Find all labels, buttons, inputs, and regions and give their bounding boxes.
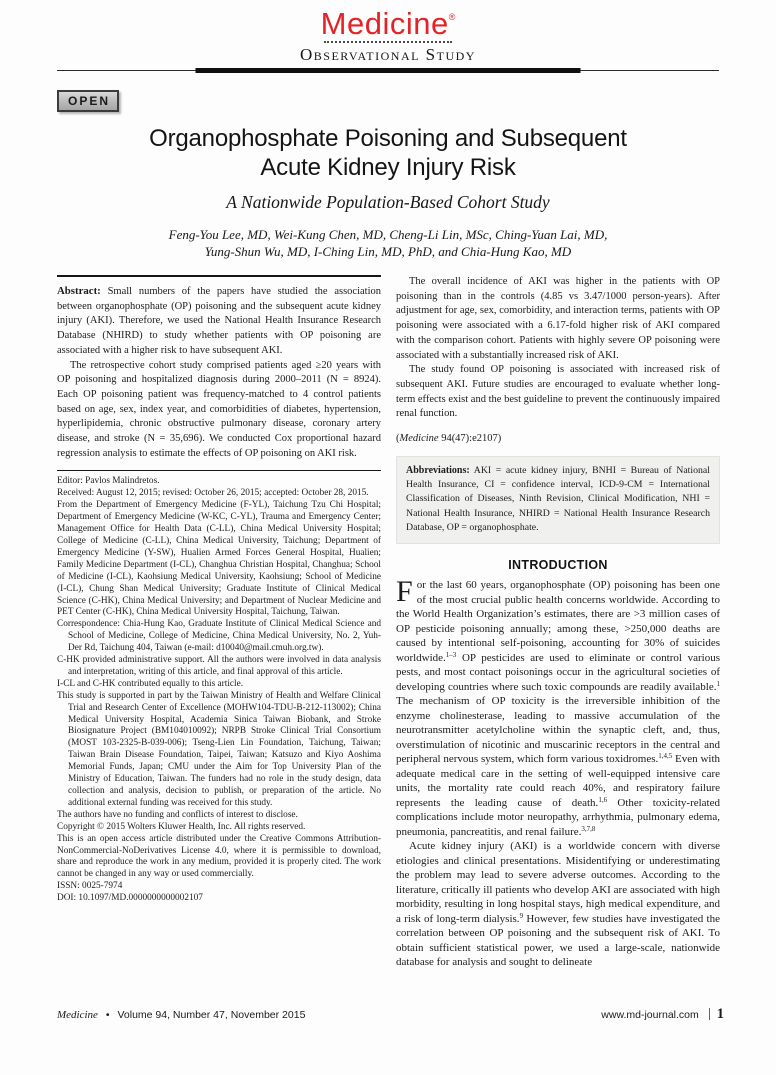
- drop-cap: F: [396, 575, 413, 609]
- footer-url[interactable]: www.md-journal.com: [601, 1009, 699, 1021]
- article-citation: [396, 433, 720, 444]
- citation-rest: 94(47):e2107): [438, 433, 502, 445]
- footer-bullet: •: [105, 1009, 110, 1021]
- registered-trademark-icon: ®: [448, 12, 456, 22]
- right-column: [396, 275, 720, 970]
- footnote-issn: ISSN: 0025-7974: [57, 881, 123, 892]
- left-column: [57, 275, 381, 970]
- intro-paragraph-2: Acute kidney injury (AKI) is a worldwide concern with diverse etiologies and clinical presentations. Misidentifying or underestimating the problem may lead to severe adverse outcomes. According to the literature, critically ill patients who develop AKI are associated with high morbidity, resulting in long hospital stays, high medical expenditure, and a risk of long-term dialysis.$^9$ However, few studies have investigated the correlation between OP poisoning and the subsequent risk of AKI. To obtain sufficient statistical power, we used a large-scale, nationwide database for analysis and sought to delineate: [396, 840, 720, 969]
- abstract-paragraph-2: The retrospective cohort study comprised patients aged ≥20 years with OP poisoning and hospitalized diagnosis during 2000–2011 (N = 8924). Each OP poisoning patient was frequency-matched to 4 control patients based on age, sex, index year, and comorbidities of diabetes, hypertension, hyperlipidemia, chronic obstructive pulmonary disease, coronary artery disease, and stroke (N = 35,696). We conducted Cox proportional hazard regression analysis to estimate the effects of OP poisoning on AKI risk.: [57, 359, 381, 459]
- journal-logo: Medicine: [320, 6, 449, 41]
- abstract-paragraph-1: [57, 284, 381, 359]
- article-type-label: Observational Study: [300, 45, 476, 64]
- logo-row: [0, 8, 776, 40]
- abstract-label: Abstract:: [57, 285, 101, 297]
- abbreviations-box: [396, 456, 720, 544]
- article-title: [0, 124, 776, 182]
- footer-journal-name: Medicine: [57, 1009, 98, 1021]
- footnote-correspondence: Correspondence: Chia-Hung Kao, Graduate Institute of Clinical Medical Science and School of Medicine, College of Medicine, China Medical University, No. 2, Yuh-Der Rd, Taichung 404, Taiwan (e-mail: d10040@mail.cmuh.org.tw).: [57, 619, 381, 654]
- footnote-affiliations: From the Department of Emergency Medicine (F-YL), Taichung Tzu Chi Hospital; Department of Emergency Medicine (W-KC, C-YL), Trauma and Emergency Center; Management Office for Health Data (C-LL), China Medical University Hospital; College of Medicine (C-LL), China Medical University, Taichung; Department of Emergency Medicine (Y-SW), Hualien Armed Forces General Hospital, Hualien; Family Medicine Department (I-CL), Changhua Christian Hospital, Changhua; School of Medicine (I-CL), Kaohsiung Medical University, Kaohsiung; School of Medicine (I-CL), Chung Shan Medical University; Graduate Institute of Clinical Medical Science (C-HK), China Medical University; and Department of Nuclear Medicine and PET Center (C-HK), China Medical University Hospital, Taichung, Taiwan.: [57, 500, 381, 618]
- journal-header: [0, 0, 776, 74]
- author-list: [0, 226, 776, 260]
- footnote-editor: Editor: Pavlos Malindretos.: [57, 476, 160, 487]
- footnote-received: Received: August 12, 2015; revised: October 26, 2015; accepted: October 28, 2015.: [57, 488, 369, 499]
- footnote-funding: This study is supported in part by the Taiwan Ministry of Health and Welfare Clinical Trial and Research Center of Excellence (MOHW104-TDU-B-212-113002); China Medical University Hospital, Academia Sinica Taiwan Biobank, and Stroke Biosignature Project (BM104010092); NRPB Stroke Clinical Trial Consortium (MOST 103-2325-B-039-006); Tseng-Lien Lin Foundation, Taichung, Taiwan; Taiwan Brain Disease Foundation, Taipei, Taiwan; Katsuzo and Kiyo Aoshima Memorial Funds, Japan; CMU under the Aim for Top University Plan of the Ministry of Education, Taiwan. The funders had no role in the study design, data collection and analysis, decision to publish, or preparation of the article. No additional external funding was received for this study.: [57, 690, 381, 808]
- article-title-line2: Acute Kidney Injury Risk: [260, 154, 516, 181]
- abstract-paragraph-1-text: Small numbers of the papers have studied the association between organophosphate (OP) poisoning and the subsequent acute kidney injury (AKI). Therefore, we used the National Health Insurance Research Database (NHIRD) to study whether patients with OP poisoning are associated with a higher risk to have subsequent AKI.: [57, 286, 382, 356]
- page-number: 1: [716, 1006, 724, 1022]
- abstract-paragraph-3: The overall incidence of AKI was higher in the patients with OP poisoning than in the controls (4.85 vs 3.47/1000 person-years). After adjustment for age, sex, comorbidity, and interaction terms, patients with OP poisoning were associated with a 6.17-fold higher risk of AKI compared with the comparison cohort. Patients with highly severe OP poisoning were associated with a substantially increased risk of AKI.: [396, 276, 720, 361]
- footnote-license: This is an open access article distributed under the Creative Commons Attribution-NonCommercial-NoDerivatives License 4.0, where it is permissible to download, share and reproduce the work in any medium, provided it is properly cited. The work cannot be changed in any way or used commercially.: [57, 833, 381, 880]
- article-subtitle: A Nationwide Population-Based Cohort Study: [226, 192, 550, 212]
- abbreviations-label: Abbreviations:: [406, 465, 470, 477]
- footer-divider: [709, 1008, 710, 1020]
- intro-paragraph-1-text: or the last 60 years, organophosphate (OP) poisoning has been one of the most crucial public health concerns worldwide. According to the World Health Organization’s estimates, there are >3 million cases of OP pesticide poisoning annually; among these, >250,000 deaths are caused by intentional self-poisoning, accounting for 30% of suicides worldwide.$^{1-3}$ OP pesticides are used to eliminate or control various pests, and most contact poisonings occur in the agricultural societies of developing countries where such toxic compounds are readily available.$^1$ The mechanism of OP toxicity is the irreversible inhibition of the enzyme cholinesterase, leading to massive accumulation of the neurotransmitter acetylcholine within the synaptic cleft, and, thus, overstimulation of nicotinic and muscarinic receptors in the central and peripheral nervous system, which form various toxidromes.$^{1,4,5}$ Even with adequate medical care in the setting of well-equipped intensive care units, the mortality rate could reach 40%, and respiratory failure represents the leading cause of death.$^{1,6}$ Other toxicity-related complications include motor neuropathy, arrhythmia, pulmonary edema, pneumonia, pancreatitis, and renal failure.$^{3,7,8}$: [396, 579, 720, 838]
- footnotes: [57, 476, 381, 905]
- article-title-line1: Organophosphate Poisoning and Subsequent: [149, 125, 627, 152]
- introduction-heading: INTRODUCTION: [508, 558, 608, 573]
- footer-issue-text: Volume 94, Number 47, November 2015: [117, 1009, 306, 1021]
- footnote-contributions: C-HK provided administrative support. All the authors were involved in data analysis and interpretation, writing of this article, and final approval of this article.: [57, 655, 381, 677]
- footnote-copyright: Copyright © 2015 Wolters Kluwer Health, Inc. All rights reserved.: [57, 821, 306, 832]
- footer-issue-info: [57, 1009, 305, 1021]
- footer-page-info: [601, 1006, 724, 1023]
- authors-line1: Feng-You Lee, MD, Wei-Kung Chen, MD, Cheng-Li Lin, MSc, Ching-Yuan Lai, MD,: [168, 227, 608, 242]
- page-footer: [57, 1006, 724, 1023]
- abbreviations-text: AKI = acute kidney injury, BNHI = Bureau of National Health Insurance, CI = confidence interval, ICD-9-CM = International Classification of Diseases, Ninth Revision, Clinical Modification, NHI = National Health Insurance, NHIRD = National Health Insurance Research Database, OP = organophosphate.: [406, 465, 710, 533]
- intro-paragraph-1: [396, 575, 720, 839]
- footnote-rule: [57, 470, 381, 471]
- open-access-badge: OPEN: [57, 90, 119, 112]
- footnote-equal-contribution: I-CL and C-HK contributed equally to this article.: [57, 678, 244, 689]
- citation-prefix: (: [396, 433, 400, 445]
- header-rule-thick: [196, 68, 581, 73]
- header-rule: [57, 69, 719, 74]
- two-column-body: [57, 275, 720, 970]
- footnote-doi: DOI: 10.1097/MD.0000000000002107: [57, 893, 203, 904]
- abstract-paragraph-4: The study found OP poisoning is associated with increased risk of subsequent AKI. Future studies are encouraged to evaluate whether long-term effects exist and the best guideline to prevent the continuously impaired renal function.: [396, 364, 720, 420]
- authors-line2: Yung-Shun Wu, MD, I-Ching Lin, MD, PhD, and Chia-Hung Kao, MD: [204, 244, 572, 259]
- footnote-disclosure: The authors have no funding and conflicts of interest to disclose.: [57, 809, 298, 820]
- citation-journal-name: Medicine: [399, 433, 439, 445]
- abstract-top-rule: [57, 275, 381, 277]
- logo-dotted-rule: [324, 41, 452, 43]
